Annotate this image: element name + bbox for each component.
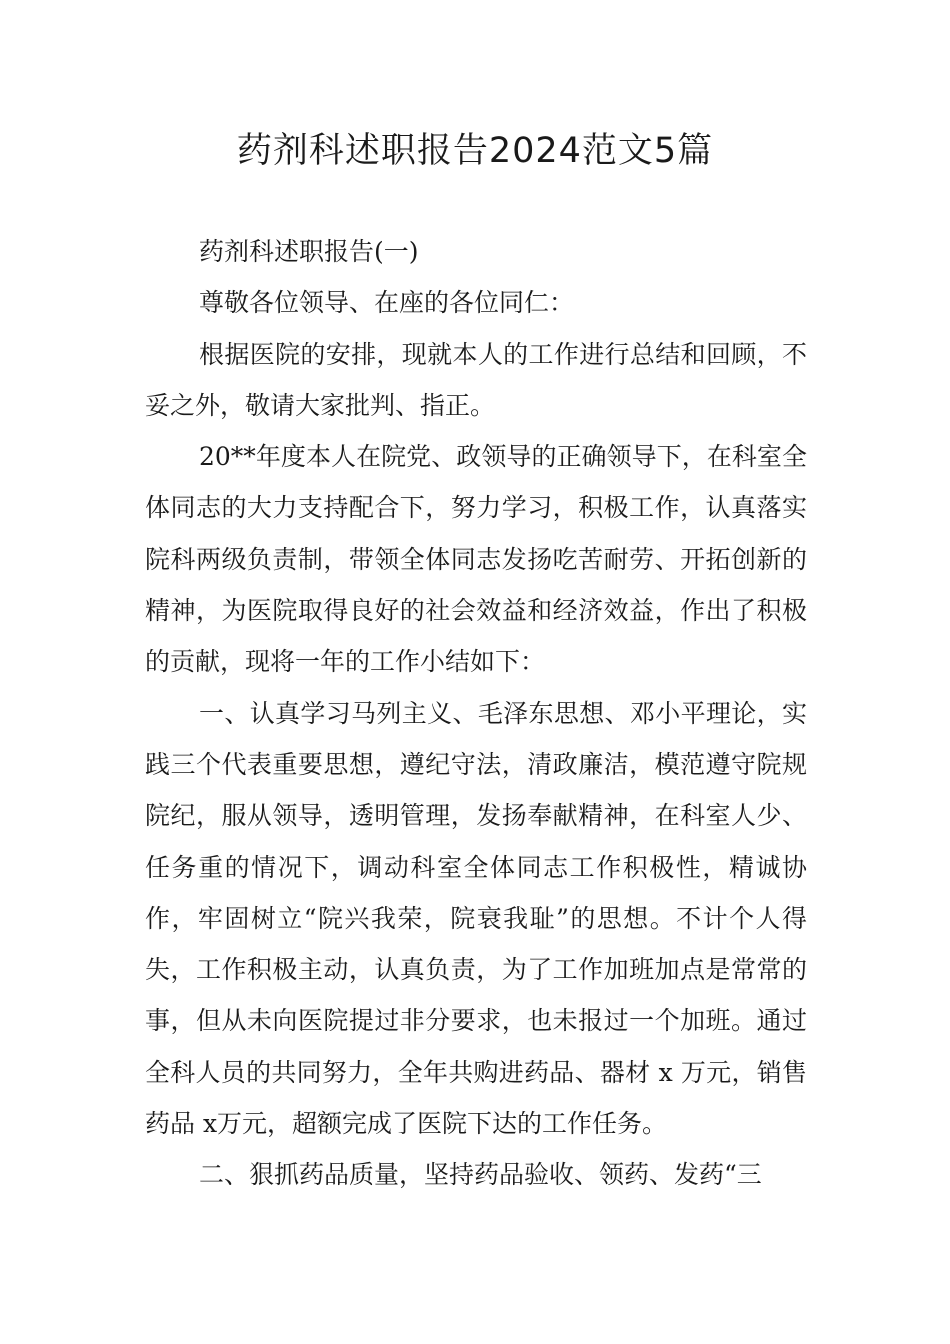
paragraph-overview: 20**年度本人在院党、政领导的正确领导下，在科室全体同志的大力支持配合下，努力学习，积极工作，认真落实院科两级负责制，带领全体同志发扬吃苦耐劳、开拓创新的精神，为医院取得良好的社会效益和经济效益，作出了积极的贡献，现将一年的工作小结如下： bbox=[145, 442, 807, 677]
paragraph-point-two: 二、狠抓药品质量，坚持药品验收、领药、发药“三 bbox=[199, 1160, 762, 1190]
paragraph-intro: 根据医院的安排，现就本人的工作进行总结和回顾，不妥之外，敬请大家批判、指正。 bbox=[145, 339, 807, 420]
salutation: 尊敬各位领导、在座的各位同仁： bbox=[199, 288, 575, 318]
document-body bbox=[145, 226, 807, 1201]
document-title: 药剂科述职报告2024范文5篇 bbox=[236, 131, 714, 171]
section-heading: 药剂科述职报告(一) bbox=[199, 237, 419, 266]
paragraph-point-one: 一、认真学习马列主义、毛泽东思想、邓小平理论，实践三个代表重要思想，遵纪守法，清政廉洁，模范遵守院规院纪，服从领导，透明管理，发扬奉献精神，在科室人少、任务重的情况下，调动科室全体同志工作积极性，精诚协作，牢固树立“院兴我荣，院衰我耻”的思想。不计个人得失，工作积极主动，认真负责，为了工作加班加点是常常的事，但从未向医院提过非分要求，也未报过一个加班。通过全科人员的共同努力，全年共购进药品、器材 x 万元，销售药品 x万元，超额完成了医院下达的工作任务。 bbox=[145, 698, 807, 1139]
